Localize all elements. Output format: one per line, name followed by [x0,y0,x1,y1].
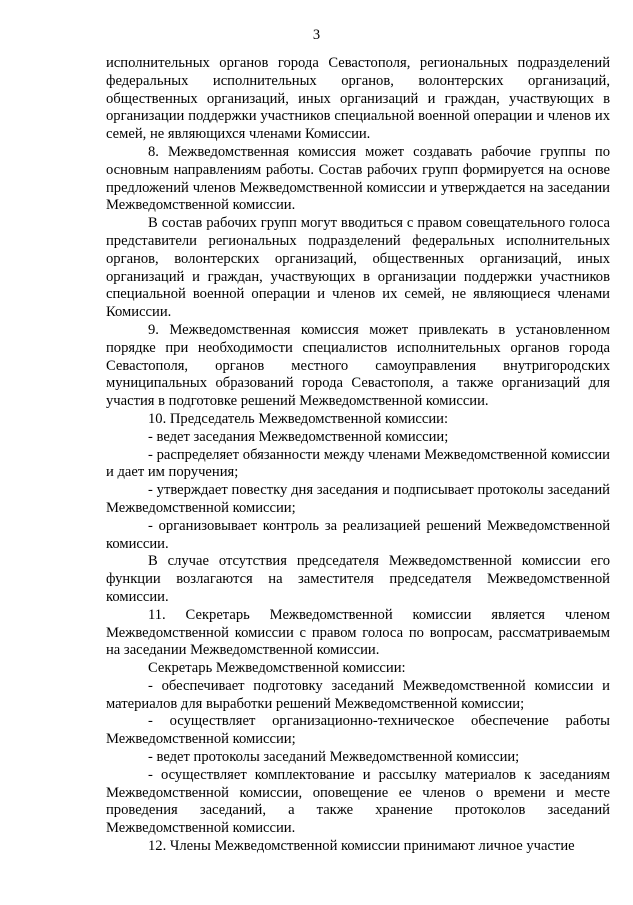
list-item: - утверждает повестку дня заседания и подписывает протоколы заседаний Межведомственной комиссии; [106,482,610,516]
paragraph: 9. Межведомственная комиссия может привлекать в установленном порядке при необходимости специалистов исполнительных органов города Севастополя, органов местного самоуправления внутригородских муниципальных образований города Севастополя, а также организаций для участия в подготовке решений Межведомственной комиссии. [106,321,610,410]
paragraph: 10. Председатель Межведомственной комиссии: [148,410,449,427]
paragraph: 12. Члены Межведомственной комиссии принимают личное участие [148,838,575,855]
list-item: - осуществляет организационно-техническое обеспечение работы Межведомственной комиссии; [106,713,610,748]
list-item: - обеспечивает подготовку заседаний Межведомственной комиссии и материалов для выработки решений Межведомственной комиссии; [106,677,610,712]
paragraph: 8. Межведомственная комиссия может создавать рабочие группы по основным направлениям работы. Состав рабочих групп формируется на основе предложений членов Межведомственной комиссии и утверждается на заседании Межведомственной комиссии. [106,143,610,214]
paragraph: В случае отсутствия председателя Межведомственной комиссии его функции возлагаются на заместителя председателя Межведомственной комиссии. [106,553,610,605]
list-item: - ведет заседания Межведомственной комиссии; [148,428,449,445]
list-item: - ведет протоколы заседаний Межведомственной комиссии; [148,749,520,766]
paragraph: исполнительных органов города Севастополя, региональных подразделений федеральных исполнительных органов, волонтерских организаций, общественных организаций, иных организаций и граждан, участвующих в организации поддержки участников специальной военной операции и членов их семей, не являющихся членами Комиссии. [106,55,610,143]
page-number: 3 [312,27,321,43]
list-item: - организовывает контроль за реализацией решений Межведомственной комиссии. [106,517,610,552]
paragraph: 11. Секретарь Межведомственной комиссии является членом Межведомственной комиссии с правом голоса по вопросам, рассматриваемым на заседании Межведомственной комиссии. [106,606,610,659]
paragraph: В состав рабочих групп могут вводиться с правом совещательного голоса представители региональных подразделений федеральных исполнительных органов, волонтерских организаций, общественных организаций, иных организаций и граждан, участвующих в организации поддержки участников специальной военной операции и членов их семей, не являющиеся членами Комиссии. [106,215,610,321]
paragraph: Секретарь Межведомственной комиссии: [148,660,406,677]
list-item: - осуществляет комплектование и рассылку материалов к заседаниям Межведомственной комиссии, оповещение ее членов о времени и месте проведения заседаний, а также хранение протоколов заседаний Межведомственной комиссии. [106,766,610,837]
list-item: - распределяет обязанности между членами Межведомственной комиссии и дает им поручения; [106,446,610,481]
document-body [106,55,610,856]
